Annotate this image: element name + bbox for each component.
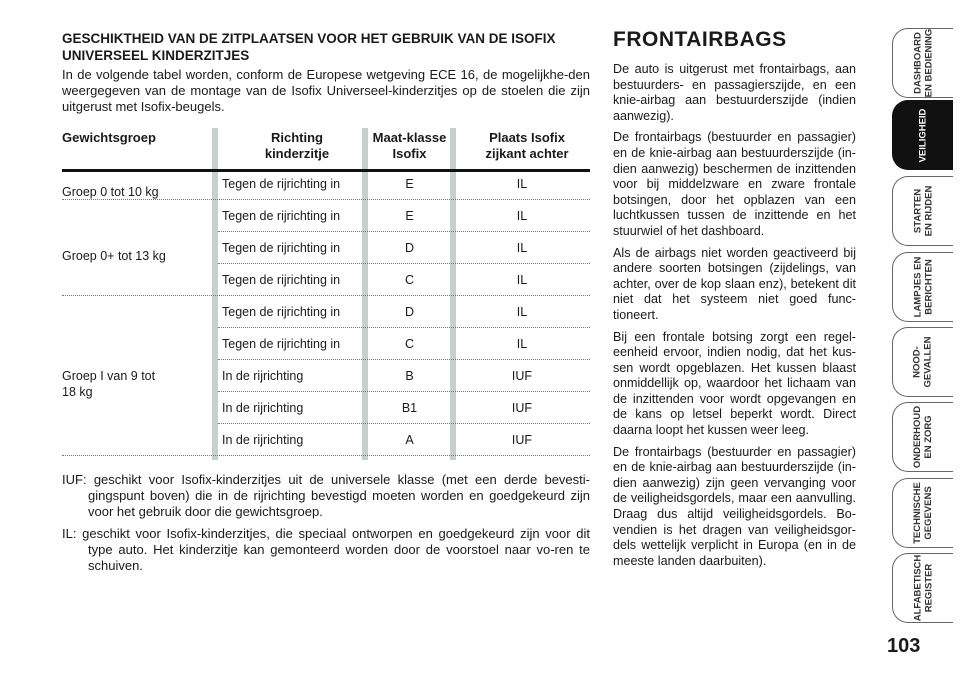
section-heading: GESCHIKTHEID VAN DE ZITPLAATSEN VOOR HET GEBRUIK VAN DE ISOFIX UNIVERSEEL KINDERZITJES: [62, 31, 556, 63]
row-divider: [218, 263, 590, 264]
cell-size-class: E: [405, 209, 414, 223]
cell-position: IL: [516, 209, 528, 223]
cell-direction: In de rijrichting: [222, 369, 304, 383]
cell-size-class: C: [404, 337, 415, 351]
isofix-table: [62, 128, 590, 460]
note-item: IL: geschikt voor Isofix-kinderzitjes, die speciaal ontworpen en goedgekeurd zijn voor dit type auto. Het kinderzitje kan gemonteerd worden door de voorstoel naar vo-ren te schuiven.: [62, 526, 590, 573]
notes: [62, 472, 590, 580]
header-direction: Richting kinderzitje: [264, 130, 330, 161]
page-number: 103: [887, 635, 921, 657]
group-label: Groep 0 tot 10 kg: [62, 185, 159, 199]
cell-position: IL: [516, 273, 528, 287]
cell-position: IUF: [511, 433, 533, 447]
group-label: Groep 0+ tot 13 kg: [62, 249, 166, 263]
cell-position: IL: [516, 337, 528, 351]
cell-size-class: D: [404, 305, 415, 319]
column-divider: [212, 128, 218, 460]
tab-lampjes[interactable]: [892, 252, 953, 322]
right-column: [613, 28, 856, 575]
cell-direction: In de rijrichting: [222, 433, 304, 447]
note-item: IUF: geschikt voor Isofix-kinderzitjes uit de universele klasse (met een derde bevesti-gingspunt boven) die in de rijrichting bevestigd moeten worden en goedgekeurd zijn voor het gebruik door die gewichtsgroep.: [62, 472, 590, 519]
group-label: Groep I van 9 tot 18 kg: [62, 369, 156, 399]
cell-direction: Tegen de rijrichting in: [222, 337, 341, 351]
tab-label: DASHBOARD EN BEDIENING: [912, 28, 934, 98]
header-weight-group: Gewichtsgroep: [62, 130, 156, 145]
row-divider: [218, 231, 590, 232]
cell-size-class: D: [404, 241, 415, 255]
cell-direction: Tegen de rijrichting in: [222, 273, 341, 287]
cell-position: IL: [516, 241, 528, 255]
frontairbags-title: FRONTAIRBAGS: [613, 28, 787, 51]
tab-label: ONDERHOUD EN ZORG: [912, 405, 934, 469]
tab-technische[interactable]: [892, 478, 953, 548]
tab-alfabetisch[interactable]: [892, 553, 953, 623]
row-divider: [62, 455, 590, 456]
tab-label: VEILIGHEID: [917, 108, 929, 162]
cell-direction: Tegen de rijrichting in: [222, 177, 341, 191]
cell-direction: Tegen de rijrichting in: [222, 209, 341, 223]
cell-size-class: C: [404, 273, 415, 287]
tab-label: NOOD- GEVALLEN: [912, 336, 934, 388]
row-divider: [62, 199, 590, 200]
row-divider: [218, 391, 590, 392]
cell-size-class: B1: [401, 401, 418, 415]
tab-label: LAMPJES EN BERICHTEN: [912, 256, 934, 318]
header-size-class: Maat-klasse Isofix: [372, 130, 447, 161]
tab-label: TECHNISCHE GEGEVENS: [912, 482, 935, 544]
intro-text: In de volgende tabel worden, conform de Europese wetgeving ECE 16, de mogelijkhe-den weergegeven van de montage van de Isofix Universeel-kinderzitjes op de stoelen die zijn uitgerust met Isofix-beugels.: [62, 67, 590, 114]
airbag-paragraph: De frontairbags (bestuurder en passagier) en de knie-airbag aan bestuurderszijde (in-dien aanwezig) beschermen de inzittenden voor bij middelzware en zware frontale botsingen, door het opblazen van een luchtkussen tussen de inzittende en het stuurwiel of het dashboard.: [613, 130, 856, 238]
header-rule: [62, 169, 590, 172]
cell-size-class: E: [405, 177, 414, 191]
tab-label: ALFABETISCH REGISTER: [912, 554, 934, 622]
tab-veiligheid[interactable]: [892, 100, 953, 170]
row-divider: [218, 327, 590, 328]
tab-starten[interactable]: [892, 176, 953, 246]
cell-position: IUF: [511, 369, 533, 383]
cell-direction: Tegen de rijrichting in: [222, 305, 341, 319]
tab-nood[interactable]: [892, 327, 953, 397]
tab-label: STARTEN EN RIJDEN: [912, 185, 934, 237]
cell-direction: Tegen de rijrichting in: [222, 241, 341, 255]
airbag-paragraph: Als de airbags niet worden geactiveerd bij andere soorten botsingen (zijdelings, van achter, over de kop slaan enz), betekent dit niet dat het systeem niet goed func-tioneert.: [613, 245, 856, 322]
tab-dashboard[interactable]: [892, 28, 953, 98]
tab-onderhoud[interactable]: [892, 402, 953, 472]
header-position: Plaats Isofix zijkant achter: [485, 130, 569, 161]
row-divider: [218, 423, 590, 424]
cell-position: IUF: [511, 401, 533, 415]
row-divider: [218, 359, 590, 360]
cell-size-class: A: [405, 433, 414, 447]
cell-direction: In de rijrichting: [222, 401, 304, 415]
airbag-paragraph: De auto is uitgerust met frontairbags, aan bestuurders- en passagierszijde, en een knie-airbag aan bestuurderszijde (indien aanwezig).: [613, 62, 856, 123]
cell-size-class: B: [405, 369, 414, 383]
row-divider: [62, 295, 590, 296]
cell-position: IL: [516, 305, 528, 319]
cell-position: IL: [516, 177, 528, 191]
airbag-paragraph: Bij een frontale botsing zorgt een regel-eenheid ervoor, indien nodig, dat het kus-sen wordt opgeblazen. Het kussen blaast onmiddellijk op, waardoor het lichaam van de inzittenden voor wordt opgevangen en de kans op letsel beperkt wordt. Direct daarna loopt het kussen weer leeg.: [613, 329, 856, 438]
airbag-paragraph: De frontairbags (bestuurder en passagier) en de knie-airbag aan bestuurderszijde (in-dien aanwezig) zijn geen vervanging voor de veiligheidsgordels, maar een aanvulling. Draag dus altijd veiligheidsgordels. Bo-vendien is het dragen van veiligheidsgor-dels wettelijk verplicht in Europa (en in de meeste landen daarbuiten).: [613, 444, 856, 568]
